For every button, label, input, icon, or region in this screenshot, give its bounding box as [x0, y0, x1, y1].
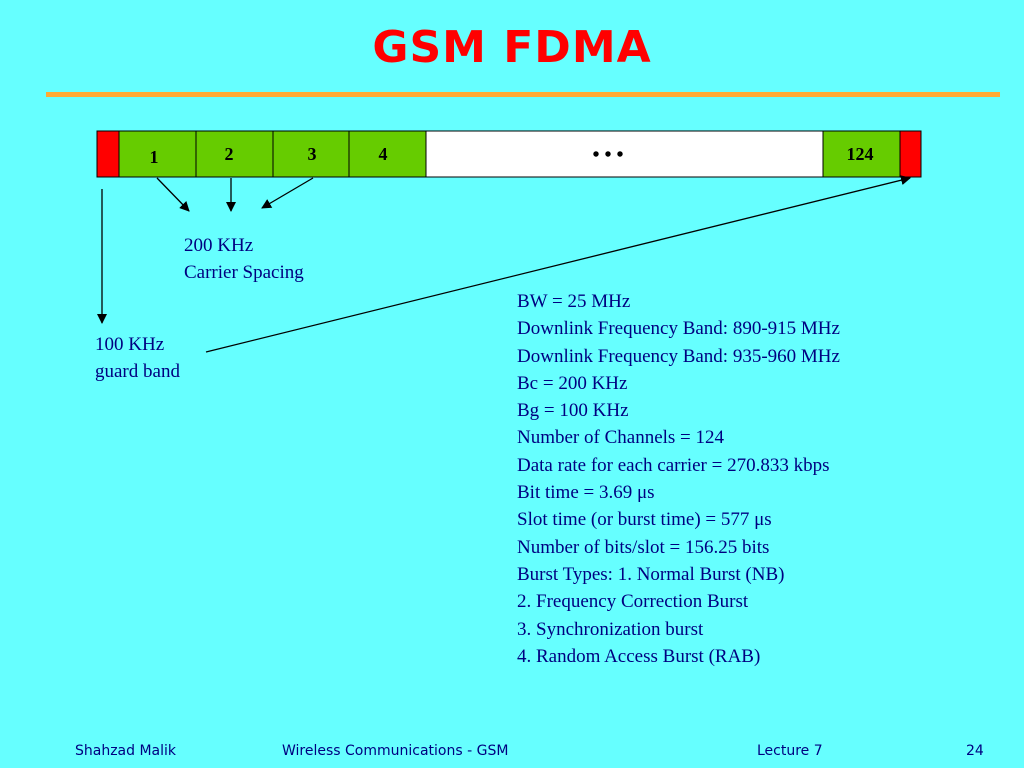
- spec-line: Bc = 200 KHz: [517, 372, 628, 394]
- carrier-spacing-note: [184, 232, 304, 287]
- footer-page-number: 24: [966, 743, 984, 759]
- carrier-arrow-3: [262, 178, 313, 208]
- spec-line: 2. Frequency Correction Burst: [517, 591, 749, 613]
- specs-list: [517, 288, 840, 670]
- guard-band-value: 100 KHz: [95, 334, 165, 355]
- spec-line: BW = 25 MHz: [517, 291, 631, 312]
- carrier-spacing-text: Carrier Spacing: [184, 262, 304, 284]
- spec-line: Burst Types: 1. Normal Burst (NB): [517, 563, 785, 585]
- spec-line: Data rate for each carrier = 270.833 kbps: [517, 454, 830, 476]
- guard-band-text: guard band: [95, 361, 180, 383]
- footer-course: Wireless Communications - GSM: [282, 743, 509, 759]
- spec-line: Number of bits/slot = 156.25 bits: [517, 536, 770, 558]
- empty-channels-span: [426, 131, 823, 177]
- channel-4-label: 4: [378, 144, 388, 164]
- ellipsis-label: • • •: [592, 144, 624, 166]
- spec-line: Bit time = 3.69 μs: [517, 482, 655, 504]
- channel-124-label: 124: [846, 144, 874, 164]
- footer-author: Shahzad Malik: [75, 743, 177, 759]
- left-guard-band: [97, 131, 119, 177]
- channel-4-cell: [349, 131, 426, 177]
- slide-title: GSM FDMA: [372, 22, 652, 73]
- spec-line: Slot time (or burst time) = 577 μs: [517, 509, 772, 531]
- spec-line: Downlink Frequency Band: 890-915 MHz: [517, 318, 840, 340]
- spec-line: Bg = 100 KHz: [517, 400, 629, 422]
- right-guard-band: [900, 131, 921, 177]
- channel-2-label: 2: [224, 144, 234, 164]
- spec-line: Number of Channels = 124: [517, 427, 725, 449]
- carrier-spacing-value: 200 KHz: [184, 235, 254, 256]
- carrier-arrow-1: [157, 178, 189, 211]
- spec-line: 4. Random Access Burst (RAB): [517, 645, 761, 667]
- channel-1-label: 1: [149, 147, 159, 167]
- footer-lecture: Lecture 7: [757, 743, 823, 759]
- spec-line: 3. Synchronization burst: [517, 618, 704, 640]
- channel-2-cell: [196, 131, 273, 177]
- spec-line: Downlink Frequency Band: 935-960 MHz: [517, 345, 840, 367]
- channel-3-label: 3: [307, 144, 317, 164]
- guard-band-note: [95, 331, 180, 386]
